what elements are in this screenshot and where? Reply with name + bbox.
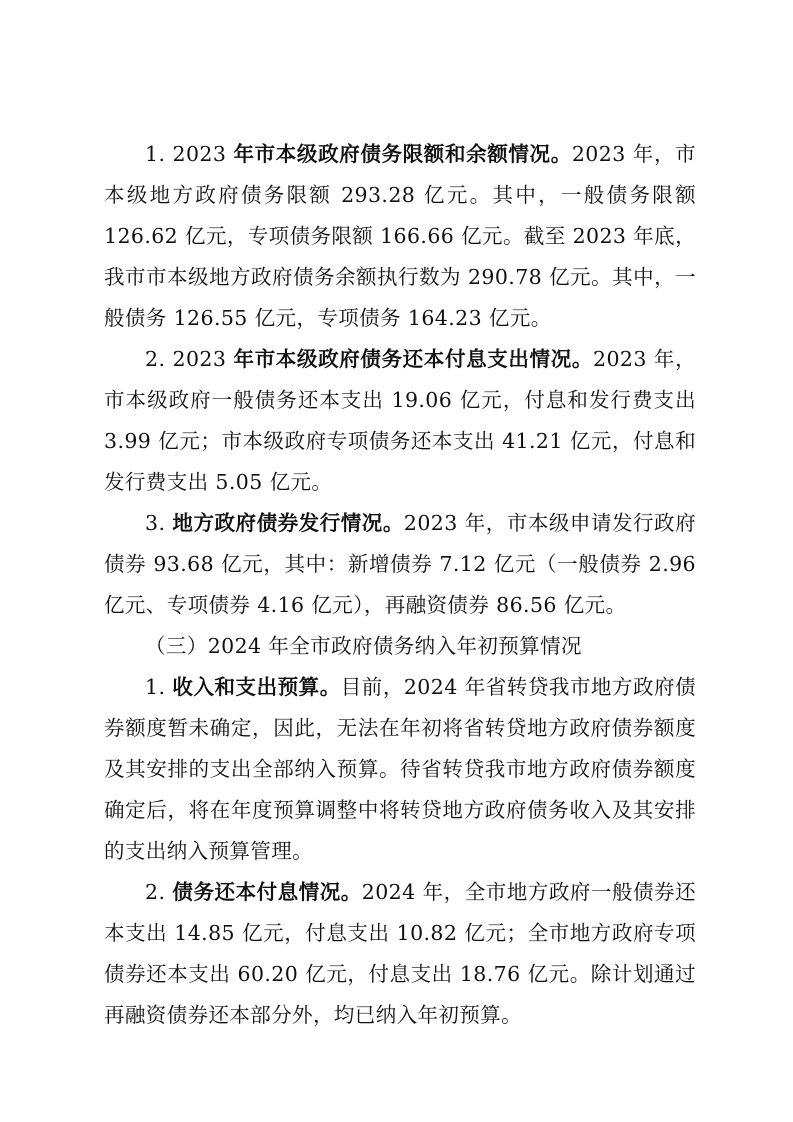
paragraph-body: 2023 年，市本级地方政府债务限额 293.28 亿元。其中，一般债务限额 126.62 亿元，专项债务限额 166.66 亿元。截至 2023 年底，我市市本级地方政府债务余额执行数为 290.78 亿元。其中，一般债务 126.55 亿元，专项债务 164.23 亿元。	[104, 142, 696, 330]
paragraph-heading: 地方政府债券发行情况。	[172, 511, 404, 535]
paragraph-2023-debt-repayment	[104, 339, 696, 503]
paragraph-heading: 债务还本付息情况。	[172, 880, 362, 904]
paragraph-body: 2023 年，市本级申请发行政府债券 93.68 亿元，其中：新增债券 7.12 亿元（一般债券 2.96 亿元、专项债券 4.16 亿元），再融资债券 86.56 亿元。	[104, 511, 697, 617]
paragraph-heading: 年市本级政府债务还本付息支出情况。	[233, 347, 593, 371]
paragraph-income-expenditure-budget	[104, 667, 696, 872]
paragraph-bond-issuance	[104, 503, 696, 626]
paragraph-body: 2023 年，市本级政府一般债务还本支出 19.06 亿元，付息和发行费支出 3.99 亿元；市本级政府专项债务还本支出 41.21 亿元，付息和发行费支出 5.05 亿元。	[104, 347, 696, 494]
item-number: 1. 2023	[145, 142, 234, 166]
paragraph-body: 目前，2024 年省转贷我市地方政府债券额度暂未确定，因此，无法在年初将省转贷地方政府债券额度及其安排的支出全部纳入预算。待省转贷我市地方政府债券额度确定后，将在年度预算调整中将转贷地方政府债务收入及其安排的支出纳入预算管理。	[104, 675, 696, 863]
paragraph-heading: 收入和支出预算。	[172, 675, 341, 699]
paragraph-body: 2024 年，全市地方政府一般债券还本支出 14.85 亿元，付息支出 10.82 亿元；全市地方政府专项债券还本支出 60.20 亿元，付息支出 18.76 亿元。除计划通过再融资债券还本部分外，均已纳入年初预算。	[104, 880, 696, 1027]
item-number: 1.	[145, 675, 173, 699]
item-number: 2. 2023	[145, 347, 234, 371]
paragraph-2023-debt-limit-balance	[104, 134, 696, 339]
item-number: 3.	[145, 511, 173, 535]
document-body	[104, 134, 696, 1036]
section-heading: （三）2024 年全市政府债务纳入年初预算情况	[145, 634, 582, 658]
paragraph-debt-repayment-2024	[104, 872, 696, 1036]
item-number: 2.	[145, 880, 173, 904]
paragraph-heading: 年市本级政府债务限额和余额情况。	[233, 142, 572, 166]
